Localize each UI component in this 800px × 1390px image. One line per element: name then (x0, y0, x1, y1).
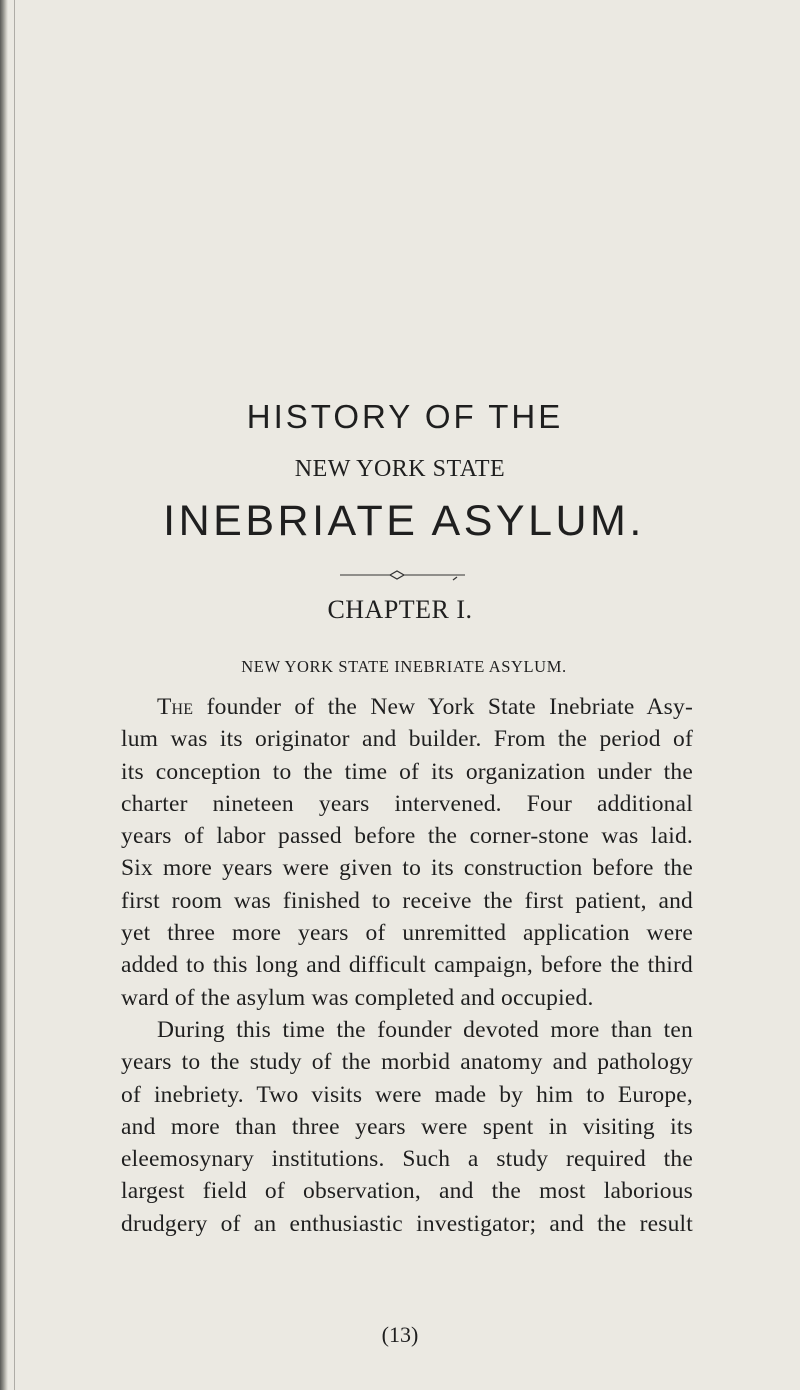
body-line: years of labor passed before the corner-stone was laid. (121, 823, 693, 850)
body-line: added to this long and difficult campaign, before the third (121, 952, 693, 979)
body-line: first room was finished to receive the first patient, and (121, 887, 693, 914)
opening-word: The (157, 694, 194, 720)
body-line-text: founder of the New York State Inebriate Asy- (193, 694, 693, 720)
body-line: Six more years were given to its construction before the (121, 855, 693, 882)
page-number: (13) (381, 1322, 419, 1347)
body-line (121, 691, 693, 723)
body-line: drudgery of an enthusiastic investigator; and the result (121, 1210, 693, 1237)
body-line: and more than three years were spent in visiting its (121, 1113, 693, 1140)
chapter-heading: CHAPTER I. (327, 595, 473, 624)
body-paragraphs (121, 691, 693, 1240)
title-line-2: NEW YORK STATE (294, 456, 506, 482)
chapter-subheading: NEW YORK STATE INEBRIATE ASYLUM. (241, 657, 567, 676)
body-line: charter nineteen years intervened. Four additional (121, 790, 693, 817)
body-line: years to the study of the morbid anatomy and pathology (121, 1049, 693, 1076)
body-line: ward of the asylum was completed and occupied. (121, 984, 594, 1011)
body-line: eleemosynary institutions. Such a study required the (121, 1146, 693, 1173)
body-line: its conception to the time of its organization under the (121, 758, 693, 785)
body-line: yet three more years of unremitted application were (121, 920, 693, 947)
body-line: of inebriety. Two visits were made by him to Europe, (121, 1081, 693, 1108)
body-line: During this time the founder devoted more than ten (157, 1016, 693, 1043)
body-line: lum was its originator and builder. From the period of (121, 726, 693, 753)
divider-ornament-icon (340, 568, 465, 582)
body-line: largest field of observation, and the most laborious (121, 1178, 693, 1205)
title-line-1: HISTORY OF THE (246, 398, 564, 435)
title-line-3: INEBRIATE ASYLUM. (163, 497, 645, 545)
